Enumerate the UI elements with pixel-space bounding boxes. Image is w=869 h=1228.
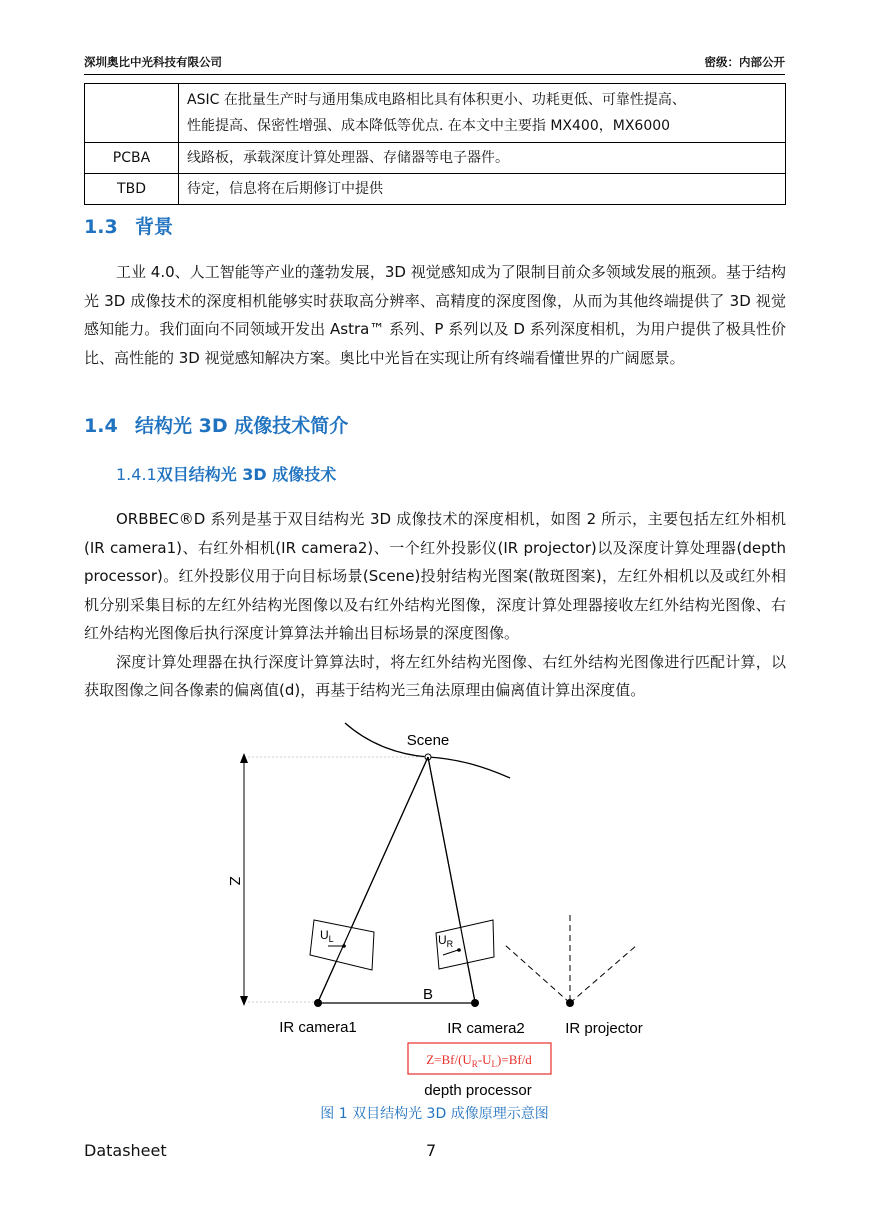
table-row: [85, 84, 786, 143]
company-name: 深圳奥比中光科技有限公司: [84, 55, 222, 69]
page-number: 7: [426, 1141, 437, 1160]
depth-formula: $Z=Bf/(U_R-U_L)=Bf/d$: [426, 1052, 532, 1069]
baseline-label: B: [422, 986, 434, 1003]
table-row: [85, 174, 786, 205]
paragraph: ORBBEC®D 系列是基于双目结构光 3D 成像技术的深度相机，如图 2 所示，主要包括左红外相机(IR camera1)、右红外相机(IR camera2)、一个红外投影仪(IR projector)以及深度计算处理器(depth processor)。红外投影仪用于向目标场景(Scene)投射结构光图案(散斑图案)，左红外相机以及或红外相机分别采集目标的左红外结构光图像以及右红外结构光图像，深度计算处理器接收左红外结构光图像、右红外结构光图像后执行深度计算算法并输出目标场景的深度图像。: [84, 510, 786, 642]
camera1-label: IR camera1: [279, 1019, 357, 1036]
ur-label: $U_R$: [438, 933, 454, 949]
z-arrow-bottom: [240, 996, 248, 1006]
ul-label: $U_L$: [320, 928, 334, 944]
term-cell: PCBA: [85, 143, 179, 174]
ur-point: [457, 948, 461, 952]
section-title: 双目结构光 3D 成像技术: [156, 465, 337, 484]
definition-cell: 待定，信息将在后期修订中提供: [179, 174, 786, 205]
projector-ray-right: [570, 945, 637, 1003]
term-cell: TBD: [85, 174, 179, 205]
footer-doc-type: Datasheet: [84, 1141, 167, 1160]
definition-line: 性能提高、保密性增强、成本降低等优点. 在本文中主要指 MX400，MX6000: [187, 118, 671, 134]
definition-line: ASIC 在批量生产时与通用集成电路相比具有体积更小、功耗更低、可靠性提高、: [187, 92, 686, 108]
section-number: 1.3: [84, 216, 118, 238]
header-divider: [84, 74, 785, 75]
z-arrow-top: [240, 753, 248, 763]
section-number: 1.4.1: [116, 465, 157, 484]
camera2-label: IR camera2: [447, 1020, 525, 1037]
camera2-dot: [471, 999, 479, 1007]
left-ray-over-plane: [318, 757, 428, 1002]
classification-label: 密级：内部公开: [704, 55, 785, 69]
terms-table: [84, 83, 786, 205]
section-heading-1-4: [84, 411, 348, 438]
projector-dot: [566, 999, 574, 1007]
section-number: 1.4: [84, 415, 118, 437]
section-heading-1-4-1: [116, 462, 336, 485]
camera1-dot: [314, 999, 322, 1007]
z-label: Z: [226, 876, 243, 886]
section-heading-1-3: [84, 212, 173, 239]
paragraph: 工业 4.0、人工智能等产业的蓬勃发展，3D 视觉感知成为了限制目前众多领域发展的瓶颈。基于结构光 3D 成像技术的深度相机能够实时获取高分辨率、高精度的深度图像，从而为其他终端提供了 3D 视觉感知能力。我们面向不同领域开发出 Astra™ 系列、P 系列以及 D 系列深度相机，为用户提供了极具性价比、高性能的 3D 视觉感知解决方案。奥比中光旨在实现让所有终端看懂世界的广阔愿景。: [84, 263, 786, 367]
definition-cell: 线路板，承载深度计算处理器、存储器等电子器件。: [179, 143, 786, 174]
binocular-section: [84, 505, 786, 705]
background-section: [84, 258, 786, 372]
paragraph: 深度计算处理器在执行深度计算算法时，将左红外结构光图像、右红外结构光图像进行匹配计算，以获取图像之间各像素的偏离值(d)，再基于结构光三角法原理由偏离值计算出深度值。: [84, 652, 786, 699]
term-cell: [85, 84, 179, 143]
stereo-diagram: [200, 705, 670, 1105]
projector-label: IR projector: [565, 1020, 643, 1037]
scene-label: Scene: [406, 732, 450, 749]
ul-point: [342, 944, 346, 948]
section-title: 结构光 3D 成像技术简介: [135, 415, 349, 437]
page-header: [84, 54, 785, 72]
table-row: [85, 143, 786, 174]
processor-label: depth processor: [424, 1082, 532, 1099]
definition-cell: [179, 84, 786, 143]
section-title: 背景: [135, 216, 174, 238]
projector-ray-left: [505, 945, 570, 1003]
figure-caption: 图 1 双目结构光 3D 成像原理示意图: [320, 1106, 549, 1122]
